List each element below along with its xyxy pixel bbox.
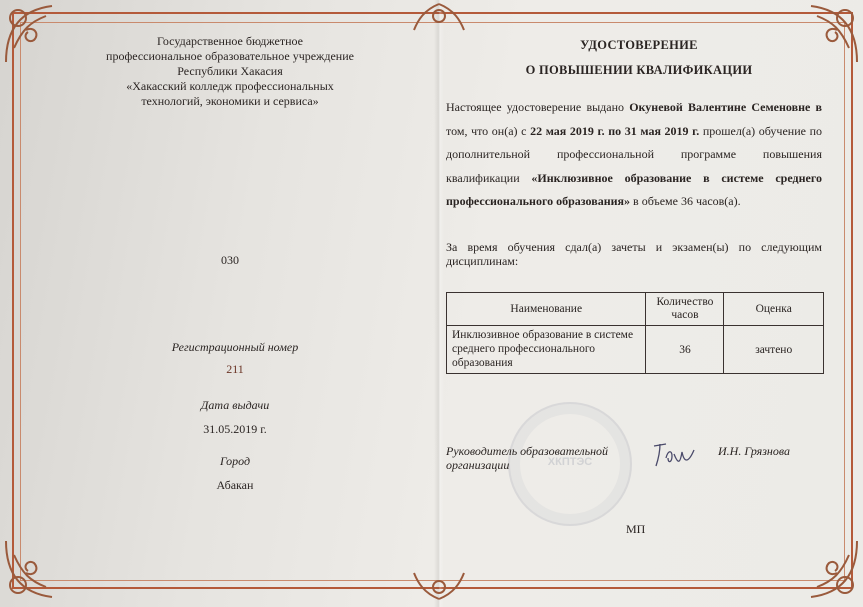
- program-volume: в объеме 36 часов(а).: [630, 194, 741, 208]
- disciplines-table: [446, 292, 824, 374]
- header-name: Наименование: [447, 293, 646, 326]
- program-prefix: прошел(а) обучение по дополнительной профессиональной программе повышения квалификации: [446, 123, 822, 185]
- registration-label: Регистрационный номер: [171, 340, 299, 354]
- exams-text: За время обучения сдал(а) зачеты и экзамен(ы) по следующим дисциплинам:: [446, 240, 822, 268]
- issue-date-label: Дата выдачи: [200, 398, 270, 412]
- discipline-grade: зачтено: [724, 326, 824, 374]
- stamp-text: ХКПТЭС: [547, 456, 593, 468]
- signature-icon: [650, 440, 698, 470]
- org-line: Государственное бюджетное: [157, 34, 303, 48]
- mp-label: МП: [626, 522, 646, 536]
- center-ornament-icon: [404, 0, 474, 70]
- org-line: Республики Хакасия: [177, 64, 283, 78]
- series-code: 030: [221, 253, 239, 267]
- issue-date-value: 31.05.2019 г.: [203, 422, 267, 436]
- org-line: «Хакасский колледж профессиональных: [126, 79, 334, 93]
- table-row: [447, 326, 824, 374]
- program-name: «Инклюзивное образование в системе среднего профессионального образования»: [446, 170, 822, 208]
- recipient-name: Окуневой Валентине Семеновне в: [629, 100, 822, 114]
- city-label: Город: [219, 454, 251, 468]
- org-line: технологий, экономики и сервиса»: [141, 94, 319, 108]
- center-ornament-icon: [404, 533, 474, 603]
- intro-text: Настоящее удостоверение выдано: [446, 100, 630, 114]
- corner-ornament-icon: [793, 0, 863, 70]
- organization-name: [80, 34, 380, 109]
- head-name: И.Н. Грязнова: [718, 444, 791, 458]
- discipline-hours: 36: [646, 326, 724, 374]
- page-fold: [434, 0, 444, 607]
- corner-ornament-icon: [793, 533, 863, 603]
- document-subtitle: О ПОВЫШЕНИИ КВАЛИФИКАЦИИ: [525, 63, 753, 77]
- head-label: Руководитель образовательной организации: [446, 444, 609, 472]
- corner-ornament-icon: [0, 0, 70, 70]
- registration-number: 211: [226, 362, 244, 376]
- corner-ornament-icon: [0, 533, 70, 603]
- header-hours: Количество часов: [646, 293, 724, 326]
- period-prefix: том, что он(а) с: [446, 123, 531, 138]
- discipline-name: Инклюзивное образование в системе среднего профессионального образования: [447, 326, 646, 374]
- org-line: профессиональное образовательное учреждение: [106, 49, 354, 63]
- header-grade: Оценка: [724, 293, 824, 326]
- city-value: Абакан: [216, 478, 254, 492]
- document-title: УДОСТОВЕРЕНИЕ: [580, 38, 698, 52]
- training-period: 22 мая 2019 г. по 31 мая 2019 г.: [530, 123, 700, 138]
- table-header-row: [447, 293, 824, 326]
- certificate-body: [446, 96, 822, 214]
